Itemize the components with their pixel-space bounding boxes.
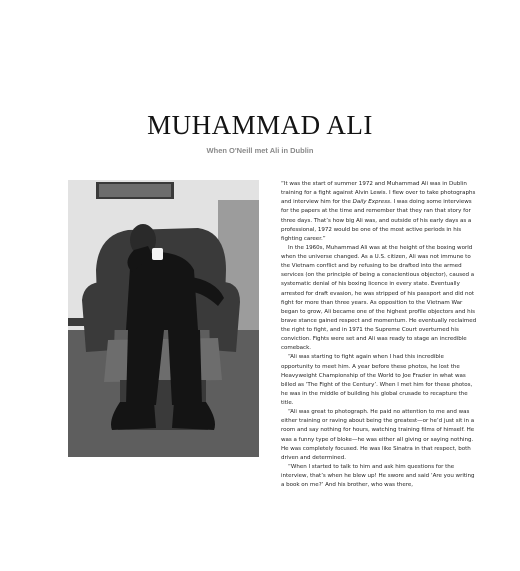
photo-seat-shape — [104, 338, 222, 382]
ali-photograph — [68, 180, 259, 457]
photo-leg-r-shape — [168, 330, 202, 405]
article-body — [281, 180, 477, 571]
photo-cup-shape — [152, 248, 163, 260]
publication-name: Daily Express — [352, 199, 390, 206]
article-paragraph: “It was the start of summer 1972 and Muhammad Ali was in Dublin training for a fight against Alvin Lewis. I flew over to take photographs and interview him for the Daily Express. I was doing some interviews for the papers at the time and remember that they ran that story for three days. That’s how big Ali was, and outside of his early days as a professional, 1972 would be one of the most active periods in his fighting career.” — [281, 181, 476, 242]
article-paragraph: “Ali was great to photograph. He paid no attention to me and was either training or raving about being the greatest—or he’d just sit in a room and say nothing for hours, watching training films of himself. He was a funny type of bloke—he was either all giving or saying nothing. He was completely focused. He was like Sinatra in that respect, both driven and determined. — [281, 409, 475, 461]
article-subtitle: When O'Neill met Ali in Dublin — [206, 146, 314, 155]
article-paragraph: In the 1960s, Muhammad Ali was at the height of the boxing world when the universe changed. As a U.S. citizen, Ali was not immune to the Vietnam conflict and by refusing to be drafted into the armed services (on the principle of being a conscientious objector), caused a systematic denial of his boxing licence in every state. Eventually arrested for draft evasion, he was stripped of his passport and did not fight for more than three years. As opposition to the Vietnam War began to grow, Ali became one of the highest profile objectors and his brave stance gained respect and momentum. He eventually reclaimed the right to fight, and in 1971 the Supreme Court overturned his conviction. Fights were set and Ali was ready to stage an incredible comeback. — [281, 244, 477, 352]
photo-shoe-r-shape — [172, 402, 215, 430]
photo-frame-inner-shape — [99, 184, 171, 197]
article-title: MUHAMMAD ALI — [147, 110, 373, 140]
article-paragraph: “Ali was starting to fight again when I had this incredible opportunity to meet him. A year before these photos, he lost the Heavyweight Championship of the World to Joe Frazier in what was billed as ‘The Fight of the Century’. When I met him for these photos, he was in the middle of building his global crusade to recapture the title. — [281, 354, 473, 406]
article-paragraph: “When I started to talk to him and ask him questions for the interview, that’s when he blew up! He swore and said ‘Are you writing a book on me?’ And his brother, who was there, — [281, 463, 475, 489]
photo-shoe-l-shape — [111, 402, 156, 430]
photo-illustration — [68, 180, 259, 457]
